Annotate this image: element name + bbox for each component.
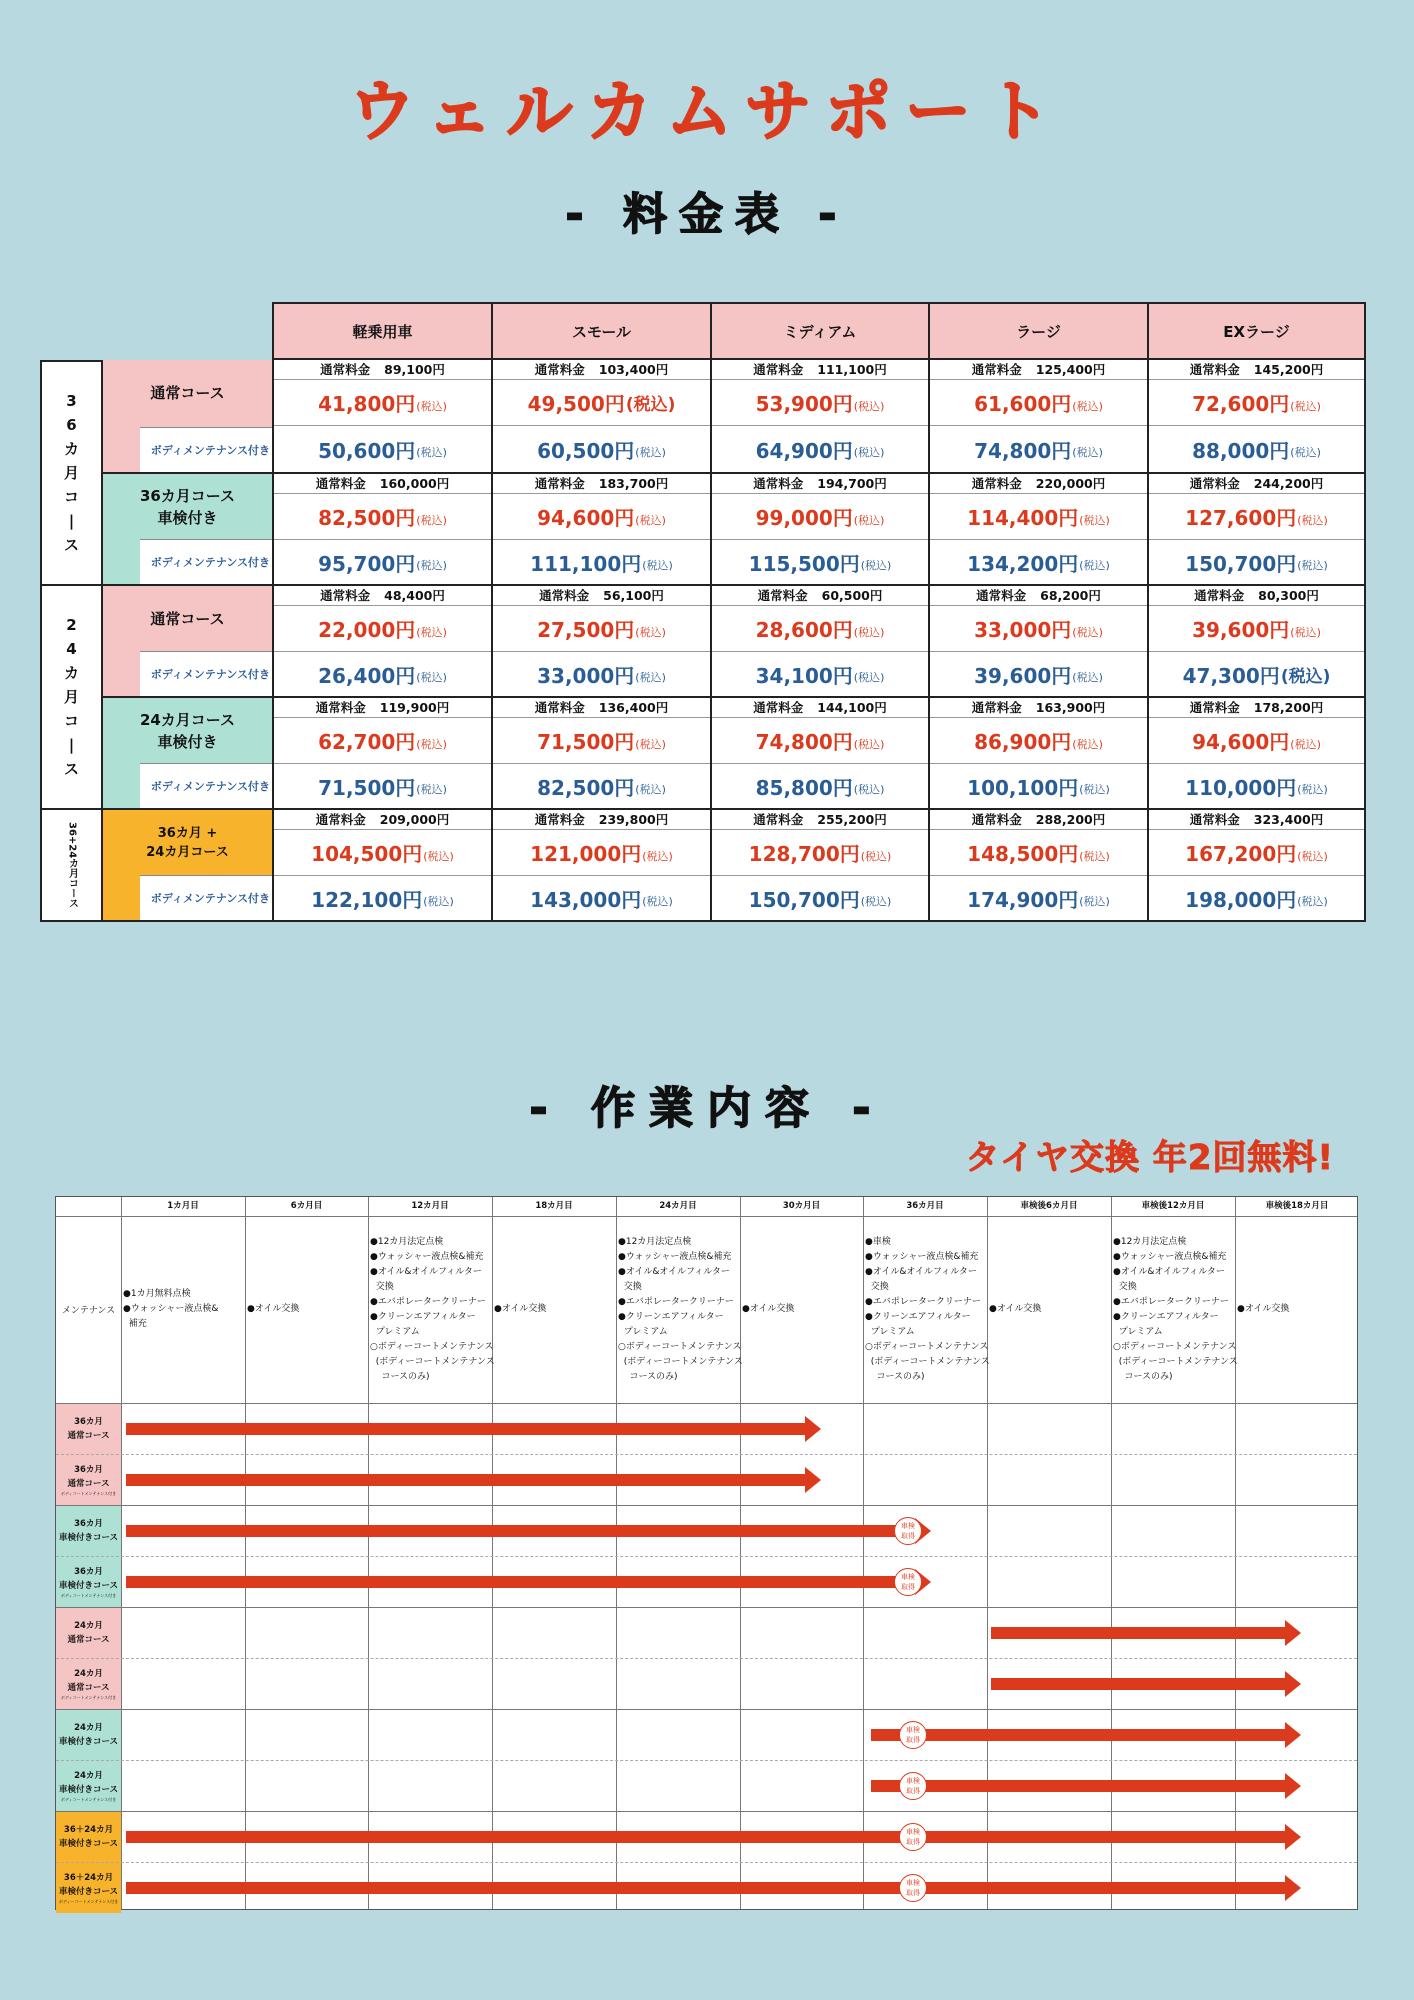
maintenance-item: ●車検 — [865, 1236, 891, 1247]
maintenance-cell — [492, 1216, 616, 1403]
maintenance-item: プレミアム — [370, 1326, 420, 1337]
maintenance-item: (ボディーコートメンテナンス — [865, 1356, 990, 1367]
maintenance-item: ○ボディーコートメンテナンス — [865, 1341, 989, 1352]
price-cell — [1147, 810, 1366, 922]
regular-price: 通常料金 89,100円 — [274, 360, 491, 380]
course-price: 62,700円 (税込) — [274, 718, 491, 764]
maintenance-cell — [368, 1216, 495, 1403]
body-maintenance-price: 198,000円 (税込) — [1185, 887, 1328, 912]
course-price: 22,000円 (税込) — [274, 606, 491, 652]
body-maintenance-price: 143,000円 (税込) — [530, 887, 673, 912]
maintenance-cell — [740, 1216, 864, 1403]
course-36-shaken: 36カ月コース 車検付き ボディメンテナンス付き — [103, 474, 272, 586]
price-cell — [710, 474, 928, 586]
period-arrow — [871, 1775, 1301, 1797]
price-cell — [928, 698, 1147, 810]
schedule-col-header: 車検後12カ月目 — [1141, 1201, 1205, 1211]
price-section-title: - 料金表 - — [565, 189, 849, 240]
maintenance-cell — [1111, 1216, 1238, 1403]
schedule-col-header: 36カ月目 — [906, 1201, 944, 1211]
body-maintenance-price: 110,000円 (税込) — [1185, 775, 1328, 800]
course-price: 39,600円 (税込) — [1149, 606, 1364, 652]
body-maintenance-price: 174,900円 (税込) — [967, 887, 1110, 912]
regular-price: 通常料金 68,200円 — [930, 586, 1147, 606]
arrow-head-icon — [805, 1416, 821, 1442]
regular-price: 通常料金 194,700円 — [712, 474, 928, 494]
period-arrow — [126, 1877, 1301, 1899]
period-arrow — [126, 1520, 931, 1542]
maintenance-cell — [1235, 1216, 1359, 1403]
price-cell — [491, 586, 710, 698]
course-price: 94,600円 (税込) — [1149, 718, 1364, 764]
col-header-exlarge: EXラージ — [1147, 302, 1366, 360]
maintenance-item: ●12カ月法定点検 — [618, 1236, 692, 1247]
grid-line — [56, 1556, 1357, 1557]
group-label-24: 2 4 カ 月 コ | ス — [40, 586, 103, 810]
course-36-24: 36カ月 + 24カ月コース ボディメンテナンス付き — [103, 810, 272, 922]
period-arrow — [126, 1571, 931, 1593]
body-maintenance-price: 150,700円 (税込) — [1185, 551, 1328, 576]
maintenance-item: ●エバポレータークリーナー — [865, 1296, 981, 1307]
body-maintenance-price: 47,300円 (税込) — [1182, 663, 1331, 688]
maintenance-item: ●クリーンエアフィルター — [1113, 1311, 1219, 1322]
price-cell — [928, 474, 1147, 586]
body-maintenance-price: 85,800円 (税込) — [755, 775, 885, 800]
col-header-medium: ミディアム — [710, 302, 928, 360]
schedule-row-label: 36＋24カ月 車検付きコース — [56, 1811, 121, 1862]
body-maintenance-price: 115,500円 (税込) — [748, 551, 892, 576]
grid-line — [56, 1607, 1357, 1608]
maintenance-item: 交換 — [1113, 1281, 1137, 1292]
course-price: 41,800円 (税込) — [274, 380, 491, 426]
maintenance-cell — [245, 1216, 369, 1403]
maintenance-cell — [616, 1216, 743, 1403]
period-arrow — [991, 1673, 1301, 1695]
regular-price: 通常料金 220,000円 — [930, 474, 1147, 494]
body-maintenance-price: 100,100円 (税込) — [967, 775, 1110, 800]
schedule-row-label: 24カ月 通常コース — [56, 1607, 121, 1658]
course-price: 74,800円 (税込) — [712, 718, 928, 764]
schedule-row-label: 36カ月 車検付きコース — [56, 1505, 121, 1556]
maintenance-item: プレミアム — [1113, 1326, 1163, 1337]
regular-price: 通常料金 111,100円 — [712, 360, 928, 380]
regular-price: 通常料金 136,400円 — [493, 698, 710, 718]
price-cell — [928, 810, 1147, 922]
course-price: 53,900円 (税込) — [712, 380, 928, 426]
shaken-badge: 車検 取得 — [899, 1721, 927, 1749]
regular-price: 通常料金 288,200円 — [930, 810, 1147, 830]
course-price: 71,500円 (税込) — [493, 718, 710, 764]
maintenance-item: ●クリーンエアフィルター — [618, 1311, 724, 1322]
body-maintenance-price: 50,600円 (税込) — [318, 438, 447, 463]
maintenance-item: ●オイル交換 — [247, 1304, 300, 1314]
schedule-col-header: 12カ月目 — [411, 1201, 449, 1211]
arrow-head-icon — [1285, 1875, 1301, 1901]
body-maintenance-price: 60,500円 (税込) — [537, 438, 666, 463]
price-cell — [928, 586, 1147, 698]
regular-price: 通常料金 103,400円 — [493, 360, 710, 380]
maintenance-item: 交換 — [618, 1281, 642, 1292]
col-header-kei: 軽乗用車 — [272, 302, 491, 360]
body-maintenance-price: 88,000円 (税込) — [1192, 438, 1321, 463]
maintenance-item: コースのみ) — [370, 1371, 430, 1382]
schedule-col-header: 6カ月目 — [290, 1201, 323, 1211]
maintenance-item: ●ウォッシャー液点検&補充 — [1113, 1251, 1227, 1262]
price-cell — [272, 474, 491, 586]
work-section-title: - 作業内容 - — [529, 1083, 885, 1134]
course-price: 148,500円 (税込) — [930, 830, 1147, 876]
regular-price: 通常料金 255,200円 — [712, 810, 928, 830]
body-maintenance-price: 150,700円 (税込) — [748, 887, 892, 912]
body-maintenance-price: 74,800円 (税込) — [974, 438, 1103, 463]
body-maintenance-price: 33,000円 (税込) — [537, 663, 666, 688]
price-cell — [1147, 360, 1366, 474]
schedule-row-label: 24カ月 車検付きコース — [56, 1709, 121, 1760]
regular-price: 通常料金 60,500円 — [712, 586, 928, 606]
maintenance-item: ●オイル&オイルフィルター — [370, 1266, 482, 1277]
regular-price: 通常料金 209,000円 — [274, 810, 491, 830]
course-price: 61,600円 (税込) — [930, 380, 1147, 426]
grid-line — [56, 1709, 1357, 1710]
schedule-col-header: 30カ月目 — [782, 1201, 821, 1211]
price-cell — [710, 360, 928, 474]
maintenance-item: (ボディーコートメンテナンス — [370, 1356, 495, 1367]
course-price: 114,400円 (税込) — [930, 494, 1147, 540]
body-maintenance-price: 111,100円 (税込) — [530, 551, 673, 576]
maintenance-item: ●ウォッシャー液点検&補充 — [865, 1251, 979, 1262]
regular-price: 通常料金 48,400円 — [274, 586, 491, 606]
schedule-col-header: 車検後18カ月目 — [1265, 1201, 1329, 1211]
maintenance-item: ●1カ月無料点検 — [123, 1289, 191, 1299]
maintenance-item: ●オイル交換 — [742, 1304, 795, 1314]
price-cell — [928, 360, 1147, 474]
group-label-36: 3 6 カ 月 コ | ス — [40, 360, 103, 586]
schedule-col-header: 18カ月目 — [535, 1201, 573, 1211]
course-24-regular: 通常コース ボディメンテナンス付き — [103, 586, 272, 698]
maintenance-item: ●ウォッシャー液点検&補充 — [370, 1251, 484, 1262]
maintenance-item: ●エバポレータークリーナー — [618, 1296, 734, 1307]
shaken-badge: 車検 取得 — [899, 1874, 927, 1902]
course-price: 99,000円 (税込) — [712, 494, 928, 540]
body-maintenance-price: 34,100円 (税込) — [755, 663, 885, 688]
regular-price: 通常料金 144,100円 — [712, 698, 928, 718]
course-price: 49,500円 (税込) — [493, 380, 710, 426]
arrow-head-icon — [1285, 1671, 1301, 1697]
regular-price: 通常料金 178,200円 — [1149, 698, 1364, 718]
maintenance-item: コースのみ) — [618, 1371, 678, 1382]
arrow-head-icon — [1285, 1773, 1301, 1799]
course-price: 27,500円 (税込) — [493, 606, 710, 652]
body-maintenance-price: 64,900円 (税込) — [755, 438, 885, 463]
grid-line — [56, 1862, 1357, 1863]
tire-promo: タイヤ交換 年2回無料! — [965, 1138, 1334, 1178]
maintenance-item: ●オイル&オイルフィルター — [865, 1266, 977, 1277]
regular-price: 通常料金 80,300円 — [1149, 586, 1364, 606]
body-maintenance-price: 95,700円 (税込) — [318, 551, 447, 576]
maintenance-item: プレミアム — [865, 1326, 915, 1337]
regular-price: 通常料金 145,200円 — [1149, 360, 1364, 380]
course-price: 121,000円 (税込) — [493, 830, 710, 876]
maintenance-item: ○ボディーコートメンテナンス — [1113, 1341, 1237, 1352]
body-maintenance-price: 122,100円 (税込) — [311, 887, 454, 912]
price-cell — [272, 586, 491, 698]
arrow-head-icon — [805, 1467, 821, 1493]
maintenance-item: 交換 — [370, 1281, 394, 1292]
maintenance-item: (ボディーコートメンテナンス — [618, 1356, 743, 1367]
schedule-row-label: 36カ月 車検付きコース ボディコートメンテナンス付き — [56, 1556, 121, 1607]
maintenance-item: ○ボディーコートメンテナンス — [370, 1341, 494, 1352]
col-header-large: ラージ — [928, 302, 1147, 360]
body-maintenance-price: 71,500円 (税込) — [318, 775, 447, 800]
maintenance-item: ●エバポレータークリーナー — [370, 1296, 486, 1307]
maintenance-item: ●オイル&オイルフィルター — [618, 1266, 730, 1277]
maintenance-item: ●クリーンエアフィルター — [865, 1311, 971, 1322]
schedule-col-header: 24カ月目 — [659, 1201, 697, 1211]
course-price: 72,600円 (税込) — [1149, 380, 1364, 426]
price-cell — [491, 810, 710, 922]
course-24-shaken: 24カ月コース 車検付き ボディメンテナンス付き — [103, 698, 272, 810]
course-price: 128,700円 (税込) — [712, 830, 928, 876]
course-price: 104,500円 (税込) — [274, 830, 491, 876]
maintenance-item: ●12カ月法定点検 — [370, 1236, 444, 1247]
grid-line — [56, 1760, 1357, 1761]
col-header-small: スモール — [491, 302, 710, 360]
price-cell — [710, 698, 928, 810]
shaken-badge: 車検 取得 — [894, 1517, 922, 1545]
schedule-row-label: 36カ月 通常コース — [56, 1403, 121, 1454]
price-cell — [710, 586, 928, 698]
course-price: 127,600円 (税込) — [1149, 494, 1364, 540]
price-cell — [491, 360, 710, 474]
regular-price: 通常料金 163,900円 — [930, 698, 1147, 718]
maintenance-label: メンテナンス — [61, 1306, 116, 1316]
body-maintenance-price: 82,500円 (税込) — [537, 775, 666, 800]
grid-line — [56, 1811, 1357, 1812]
course-price: 82,500円 (税込) — [274, 494, 491, 540]
price-cell — [491, 698, 710, 810]
price-cell — [272, 698, 491, 810]
maintenance-item: ●ウォッシャー液点検& — [123, 1304, 219, 1314]
price-cell — [1147, 586, 1366, 698]
grid-line — [56, 1505, 1357, 1506]
period-arrow — [126, 1418, 821, 1440]
maintenance-item: ●12カ月法定点検 — [1113, 1236, 1187, 1247]
regular-price: 通常料金 183,700円 — [493, 474, 710, 494]
maintenance-item: ●オイル交換 — [989, 1304, 1042, 1314]
course-36-regular: 通常コース ボディメンテナンス付き — [103, 360, 272, 474]
maintenance-item: (ボディーコートメンテナンス — [1113, 1356, 1238, 1367]
grid-line — [56, 1403, 1357, 1404]
maintenance-cell — [987, 1216, 1111, 1403]
arrow-head-icon — [1285, 1722, 1301, 1748]
period-arrow — [991, 1622, 1301, 1644]
course-price: 167,200円 (税込) — [1149, 830, 1364, 876]
shaken-badge: 車検 取得 — [894, 1568, 922, 1596]
regular-price: 通常料金 125,400円 — [930, 360, 1147, 380]
schedule-table — [55, 1196, 1358, 1910]
maintenance-item: ●オイル交換 — [494, 1304, 547, 1314]
regular-price: 通常料金 160,000円 — [274, 474, 491, 494]
arrow-head-icon — [1285, 1824, 1301, 1850]
main-title: ウェルカムサポート — [348, 73, 1066, 150]
period-arrow — [126, 1826, 1301, 1848]
regular-price: 通常料金 239,800円 — [493, 810, 710, 830]
period-arrow — [126, 1469, 821, 1491]
regular-price: 通常料金 323,400円 — [1149, 810, 1364, 830]
regular-price: 通常料金 56,100円 — [493, 586, 710, 606]
maintenance-item: ○ボディーコートメンテナンス — [618, 1341, 742, 1352]
maintenance-item: ●オイル交換 — [1237, 1304, 1290, 1314]
price-table — [40, 302, 1366, 922]
price-cell — [710, 810, 928, 922]
body-maintenance-price: 134,200円 (税込) — [967, 551, 1110, 576]
price-cell — [1147, 474, 1366, 586]
shaken-badge: 車検 取得 — [899, 1772, 927, 1800]
maintenance-cell — [863, 1216, 990, 1403]
group-label-36-24: 36+24カ月コース — [40, 810, 103, 922]
course-price: 94,600円 (税込) — [493, 494, 710, 540]
maintenance-item: 交換 — [865, 1281, 889, 1292]
period-arrow — [871, 1724, 1301, 1746]
price-cell — [491, 474, 710, 586]
regular-price: 通常料金 119,900円 — [274, 698, 491, 718]
course-price: 33,000円 (税込) — [930, 606, 1147, 652]
maintenance-item: コースのみ) — [1113, 1371, 1173, 1382]
schedule-row-label: 24カ月 通常コース ボディコートメンテナンス付き — [56, 1658, 121, 1709]
grid-line — [56, 1454, 1357, 1455]
maintenance-item: ●エバポレータークリーナー — [1113, 1296, 1229, 1307]
arrow-head-icon — [1285, 1620, 1301, 1646]
schedule-row-label: 36カ月 通常コース ボディコートメンテナンス付き — [56, 1454, 121, 1505]
shaken-badge: 車検 取得 — [899, 1823, 927, 1851]
maintenance-item: ●クリーンエアフィルター — [370, 1311, 476, 1322]
maintenance-item: ●オイル&オイルフィルター — [1113, 1266, 1225, 1277]
grid-line — [56, 1658, 1357, 1659]
maintenance-item: コースのみ) — [865, 1371, 925, 1382]
maintenance-item: ●ウォッシャー液点検&補充 — [618, 1251, 732, 1262]
regular-price: 通常料金 244,200円 — [1149, 474, 1364, 494]
body-maintenance-price: 39,600円 (税込) — [974, 663, 1103, 688]
schedule-col-header: 車検後6カ月目 — [1020, 1201, 1078, 1211]
maintenance-cell — [121, 1216, 245, 1403]
price-cell — [1147, 698, 1366, 810]
schedule-row-label: 36＋24カ月 車検付きコース ボディーコートメンテナンス付き — [56, 1862, 121, 1913]
maintenance-item: 補充 — [123, 1319, 147, 1329]
schedule-row-label: 24カ月 車検付きコース ボディコートメンテナンス付き — [56, 1760, 121, 1811]
price-cell — [272, 810, 491, 922]
price-cell — [272, 360, 491, 474]
maintenance-item: プレミアム — [618, 1326, 668, 1337]
course-price: 28,600円 (税込) — [712, 606, 928, 652]
body-maintenance-price: 26,400円 (税込) — [318, 663, 447, 688]
schedule-col-header: 1カ月目 — [167, 1201, 199, 1211]
course-price: 86,900円 (税込) — [930, 718, 1147, 764]
